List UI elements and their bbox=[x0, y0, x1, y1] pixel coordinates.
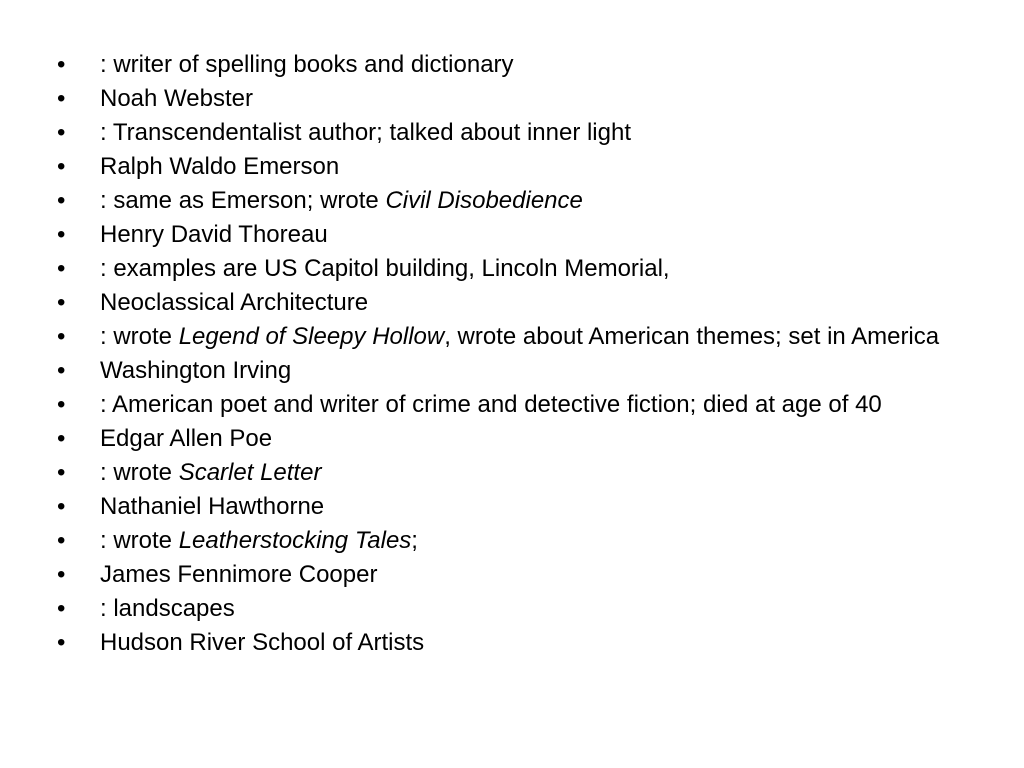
text-segment: : wrote bbox=[100, 323, 179, 350]
list-item-text bbox=[100, 426, 977, 452]
list-item-text bbox=[100, 358, 977, 384]
list-item-text bbox=[100, 86, 977, 112]
list-item-text bbox=[100, 324, 977, 350]
list-item bbox=[57, 392, 977, 418]
bullet-icon: • bbox=[57, 255, 66, 282]
list-item-text bbox=[100, 290, 977, 316]
list-item bbox=[57, 460, 977, 486]
list-item bbox=[57, 188, 977, 214]
bullet-icon: • bbox=[57, 561, 66, 588]
list-item-text bbox=[100, 460, 977, 486]
list-item-text bbox=[100, 596, 977, 622]
list-item bbox=[57, 562, 977, 588]
bullet-icon: • bbox=[57, 153, 66, 180]
italic-title-text: Scarlet Letter bbox=[178, 459, 322, 486]
bullet-list bbox=[57, 52, 977, 664]
list-item bbox=[57, 426, 977, 452]
text-segment: Hudson River School of Artists bbox=[100, 629, 425, 656]
list-item-text bbox=[100, 528, 977, 554]
text-segment: : Transcendentalist author; talked about inner light bbox=[100, 119, 631, 146]
bullet-icon: • bbox=[57, 323, 66, 350]
bullet-icon: • bbox=[57, 425, 66, 452]
list-item-text bbox=[100, 188, 977, 214]
text-segment: : wrote bbox=[100, 459, 179, 486]
text-segment: , wrote about American themes; set in America bbox=[444, 323, 940, 350]
bullet-icon: • bbox=[57, 391, 66, 418]
bullet-icon: • bbox=[57, 459, 66, 486]
list-item bbox=[57, 86, 977, 112]
text-segment: ; bbox=[411, 527, 418, 554]
bullet-icon: • bbox=[57, 85, 66, 112]
text-segment: Henry David Thoreau bbox=[100, 221, 328, 248]
text-segment: James Fennimore Cooper bbox=[100, 561, 378, 588]
list-item bbox=[57, 528, 977, 554]
list-item bbox=[57, 290, 977, 316]
bullet-icon: • bbox=[57, 357, 66, 384]
text-segment: Neoclassical Architecture bbox=[100, 289, 369, 316]
list-item-text bbox=[100, 154, 977, 180]
text-segment: : same as Emerson; wrote bbox=[100, 187, 386, 214]
list-item-text bbox=[100, 120, 977, 146]
list-item bbox=[57, 494, 977, 520]
text-segment: : writer of spelling books and dictionary bbox=[100, 51, 514, 78]
bullet-icon: • bbox=[57, 595, 66, 622]
bullet-icon: • bbox=[57, 527, 66, 554]
list-item-text bbox=[100, 630, 977, 656]
bullet-icon: • bbox=[57, 629, 66, 656]
list-item bbox=[57, 120, 977, 146]
list-item bbox=[57, 630, 977, 656]
list-item bbox=[57, 596, 977, 622]
text-segment: Ralph Waldo Emerson bbox=[100, 153, 340, 180]
text-segment: Nathaniel Hawthorne bbox=[100, 493, 325, 520]
list-item-text bbox=[100, 256, 977, 282]
italic-title-text: Legend of Sleepy Hollow bbox=[178, 323, 445, 350]
text-segment: : landscapes bbox=[100, 595, 235, 622]
list-item-text bbox=[100, 562, 977, 588]
bullet-icon: • bbox=[57, 119, 66, 146]
bullet-icon: • bbox=[57, 221, 66, 248]
list-item-text bbox=[100, 222, 977, 248]
list-item-text bbox=[100, 52, 977, 78]
list-item-text bbox=[100, 494, 977, 520]
list-item-text bbox=[100, 392, 977, 418]
bullet-icon: • bbox=[57, 51, 66, 78]
italic-title-text: Leatherstocking Tales bbox=[178, 527, 412, 554]
list-item bbox=[57, 52, 977, 78]
list-item bbox=[57, 154, 977, 180]
list-item bbox=[57, 222, 977, 248]
text-segment: Noah Webster bbox=[100, 85, 253, 112]
text-segment: : wrote bbox=[100, 527, 179, 554]
text-segment: Edgar Allen Poe bbox=[100, 425, 273, 452]
bullet-icon: • bbox=[57, 187, 66, 214]
list-item bbox=[57, 358, 977, 384]
text-segment: : American poet and writer of crime and detective fiction; died at age of 40 bbox=[100, 391, 882, 418]
text-segment: Washington Irving bbox=[100, 357, 292, 384]
list-item bbox=[57, 324, 977, 350]
text-segment: : examples are US Capitol building, Lincoln Memorial, bbox=[100, 255, 670, 282]
bullet-icon: • bbox=[57, 289, 66, 316]
italic-title-text: Civil Disobedience bbox=[385, 187, 583, 214]
list-item bbox=[57, 256, 977, 282]
bullet-icon: • bbox=[57, 493, 66, 520]
